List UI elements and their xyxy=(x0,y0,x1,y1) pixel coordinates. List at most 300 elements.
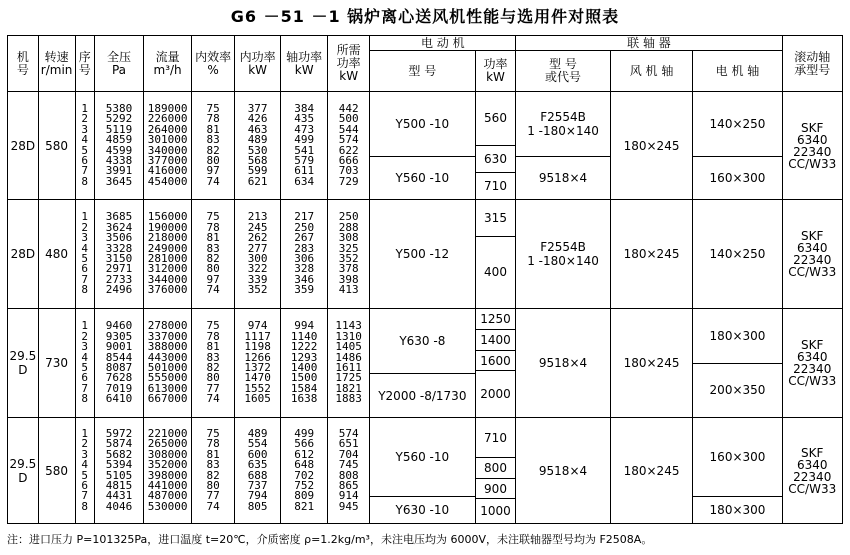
bearing xyxy=(782,418,843,524)
motor-model xyxy=(370,496,474,523)
cell-value: 5292 xyxy=(105,112,133,126)
cell-value: 378 xyxy=(338,262,359,276)
motor-model-cell xyxy=(370,309,475,418)
motor-power xyxy=(476,350,516,371)
bearing-line: CC/W33 xyxy=(788,374,837,388)
header-machine xyxy=(8,36,39,92)
header-speed xyxy=(38,36,75,92)
cell-value: 80 xyxy=(206,153,220,167)
bearing xyxy=(782,200,843,309)
motor-shaft-text-line: 180×300 xyxy=(709,328,766,343)
cell-value: 666 xyxy=(338,153,359,167)
cell-value: 703 xyxy=(338,164,359,178)
cell-value: 288 xyxy=(338,220,359,234)
cell-value: 729 xyxy=(338,174,359,188)
motor-model-stack xyxy=(370,309,474,417)
machine-number-line: 29.5 xyxy=(9,456,37,471)
cell-value: 821 xyxy=(294,499,315,513)
cell-value: 1372 xyxy=(244,361,271,374)
inner-power-list xyxy=(235,212,280,295)
required-power-column xyxy=(328,418,370,524)
table-row xyxy=(8,418,843,524)
shaft-power-list xyxy=(281,101,327,188)
shaft-power-column xyxy=(281,92,328,200)
eff-column xyxy=(192,309,235,418)
machine-number-line: 28D xyxy=(10,138,36,153)
cell-value: 80 xyxy=(206,478,220,492)
coupling-model xyxy=(516,92,609,156)
flow-list xyxy=(144,321,191,404)
header-line: kW xyxy=(248,62,268,77)
inner-power-column xyxy=(235,418,281,524)
cell-value: 322 xyxy=(247,262,268,276)
cell-value: 7019 xyxy=(105,381,133,395)
bearing-line: SKF xyxy=(801,229,824,243)
cell-value: 555000 xyxy=(147,371,188,385)
motor-model-cell xyxy=(370,418,475,524)
header-line: 流量 xyxy=(155,49,180,64)
cell-value: 8087 xyxy=(105,361,133,374)
cell-value: 1 xyxy=(81,319,89,333)
cell-value: 704 xyxy=(338,447,359,461)
motor-power-text-line: 710 xyxy=(484,430,507,445)
cell-value: 83 xyxy=(206,241,220,255)
machine-number xyxy=(8,92,39,200)
header-motor-shaft: 电 机 轴 xyxy=(693,51,782,92)
motor-power-cell xyxy=(475,309,516,418)
bearing xyxy=(782,92,843,200)
motor-power-text-line: 400 xyxy=(484,265,507,280)
cell-value: 221000 xyxy=(147,426,188,440)
motor-model xyxy=(370,373,474,417)
cell-value: 5972 xyxy=(105,426,133,440)
cell-value: 499 xyxy=(294,426,315,440)
coupling-model xyxy=(516,156,609,199)
motor-power-stack xyxy=(476,200,516,308)
required-power-column xyxy=(328,92,370,200)
cell-value: 97 xyxy=(206,272,220,286)
cell-value: 8 xyxy=(81,283,89,297)
pressure-list xyxy=(95,321,143,404)
header-line: 滚动轴 xyxy=(794,49,831,64)
cell-value: 611 xyxy=(294,164,315,178)
motor-shaft-cell xyxy=(693,92,782,200)
bearing-line: 22340 xyxy=(793,144,832,159)
motor-power xyxy=(476,478,516,499)
motor-model-text xyxy=(396,247,450,261)
cell-value: 78 xyxy=(206,437,220,451)
cell-value: 3 xyxy=(81,447,89,461)
cell-value: 308 xyxy=(338,231,359,245)
cell-value: 501000 xyxy=(147,361,188,374)
motor-power xyxy=(476,418,516,457)
cell-value: 1 xyxy=(81,210,89,224)
coupling-model-text-line: F2554B xyxy=(540,109,586,124)
cell-value: 97 xyxy=(206,164,220,178)
coupling-model-text xyxy=(539,464,587,478)
motor-shaft-stack xyxy=(693,200,781,308)
seq-column xyxy=(75,418,94,524)
coupling-model-cell xyxy=(516,418,610,524)
cell-value: 8 xyxy=(81,392,89,406)
header-efficiency xyxy=(192,36,235,92)
required-power-list xyxy=(328,426,369,513)
cell-value: 544 xyxy=(338,122,359,136)
table-row xyxy=(8,200,843,309)
required-power-column xyxy=(328,200,370,309)
motor-power xyxy=(476,498,516,523)
shaft-power-list xyxy=(281,321,327,404)
cell-value: 81 xyxy=(206,340,220,354)
cell-value: 265000 xyxy=(147,437,188,451)
motor-power-text xyxy=(484,211,507,225)
cell-value: 3685 xyxy=(105,210,133,224)
cell-value: 278000 xyxy=(147,319,188,333)
pressure-list xyxy=(95,426,143,513)
required-power-column xyxy=(328,309,370,418)
header-line: 号 xyxy=(16,62,29,77)
motor-power-text xyxy=(480,333,511,347)
inner-power-column xyxy=(235,200,281,309)
motor-model-text-line: Y560 -10 xyxy=(395,450,450,464)
inner-power-column xyxy=(235,309,281,418)
cell-value: 8544 xyxy=(105,350,133,364)
cell-value: 4431 xyxy=(105,489,133,503)
table-row xyxy=(8,309,843,418)
cell-value: 4 xyxy=(81,350,89,364)
cell-value: 489 xyxy=(247,133,268,147)
cell-value: 83 xyxy=(206,458,220,472)
cell-value: 352 xyxy=(247,283,268,297)
cell-value: 8 xyxy=(81,174,89,188)
motor-model xyxy=(370,309,474,373)
cell-value: 81 xyxy=(206,231,220,245)
cell-value: 1500 xyxy=(290,371,318,385)
motor-power-text-line: 560 xyxy=(484,111,507,126)
fan-shaft: 180×245 xyxy=(610,92,693,200)
header-inner-power xyxy=(235,36,281,92)
cell-value: 3991 xyxy=(105,164,133,178)
motor-shaft-text xyxy=(710,329,766,343)
motor-model-stack xyxy=(370,418,474,523)
cell-value: 752 xyxy=(294,478,315,492)
motor-power-cell xyxy=(475,200,516,309)
motor-model-cell xyxy=(370,92,475,200)
cell-value: 81 xyxy=(206,447,220,461)
motor-model xyxy=(370,200,474,308)
coupling-model-cell xyxy=(516,92,610,200)
cell-value: 156000 xyxy=(147,210,188,224)
cell-value: 805 xyxy=(247,499,268,513)
motor-shaft xyxy=(693,418,781,496)
pressure-column xyxy=(94,309,143,418)
cell-value: 794 xyxy=(247,489,268,503)
cell-value: 352000 xyxy=(147,458,188,472)
header-line: 或代号 xyxy=(545,70,582,84)
motor-model-text xyxy=(396,450,450,464)
seq-list xyxy=(76,321,94,404)
cell-value: 574 xyxy=(338,426,359,440)
cell-value: 566 xyxy=(294,437,315,451)
motor-shaft-text-line: 140×250 xyxy=(709,247,766,261)
bearing-line: SKF xyxy=(801,120,824,135)
cell-value: 262 xyxy=(247,231,268,245)
coupling-model xyxy=(516,200,609,308)
motor-model-text xyxy=(378,389,466,403)
motor-power xyxy=(476,236,516,308)
header-line: % xyxy=(207,62,219,77)
header-bearing xyxy=(782,36,843,92)
coupling-model-stack xyxy=(516,309,609,417)
cell-value: 8 xyxy=(81,499,89,513)
motor-shaft-text-line: 200×350 xyxy=(709,383,766,398)
cell-value: 226000 xyxy=(147,112,188,126)
cell-value: 325 xyxy=(338,241,359,255)
cell-value: 74 xyxy=(206,392,220,406)
cell-value: 463 xyxy=(247,122,268,136)
header-pressure xyxy=(94,36,143,92)
speed: 580 xyxy=(38,92,75,200)
motor-power-text-line: 900 xyxy=(484,481,507,496)
machine-number-line: D xyxy=(18,363,28,377)
cell-value: 250 xyxy=(338,210,359,224)
motor-power xyxy=(476,457,516,478)
seq-list xyxy=(76,101,94,188)
machine-number xyxy=(8,349,38,377)
cell-value: 377 xyxy=(247,101,268,115)
machine-number-line: D xyxy=(18,470,28,485)
motor-model xyxy=(370,418,474,496)
flow-list xyxy=(144,212,191,295)
cell-value: 1 xyxy=(81,101,89,115)
flow-column xyxy=(144,309,192,418)
motor-power-text-line: 1600 xyxy=(480,353,511,368)
motor-power-text xyxy=(484,461,507,475)
header-line: m³/h xyxy=(153,62,182,77)
motor-model-text xyxy=(396,117,450,131)
eff-list xyxy=(192,212,234,295)
bearing xyxy=(782,309,843,418)
cell-value: 5 xyxy=(81,252,89,265)
cell-value: 688 xyxy=(247,468,268,482)
bearing-line: 6340 xyxy=(796,350,828,364)
cell-value: 245 xyxy=(247,220,268,234)
motor-shaft xyxy=(693,156,781,199)
cell-value: 77 xyxy=(206,381,220,395)
motor-model-text-line: Y500 -12 xyxy=(395,247,450,261)
cell-value: 249000 xyxy=(147,241,188,255)
header-line: 型 号 xyxy=(549,57,577,71)
motor-power-text xyxy=(484,152,507,166)
motor-model-text-line: Y560 -10 xyxy=(395,170,450,185)
cell-value: 75 xyxy=(206,426,220,440)
motor-power-text xyxy=(484,111,507,125)
cell-value: 809 xyxy=(294,489,315,503)
motor-shaft-stack xyxy=(693,92,781,199)
eff-list xyxy=(192,426,234,513)
machine-number-line: 29.5 xyxy=(9,349,37,363)
cell-value: 82 xyxy=(206,361,220,374)
motor-model-text-line: Y2000 -8/1730 xyxy=(378,388,467,403)
cell-value: 4 xyxy=(81,241,89,255)
cell-value: 7 xyxy=(81,272,89,286)
cell-value: 4338 xyxy=(105,153,133,167)
cell-value: 328 xyxy=(294,262,315,276)
cell-value: 5 xyxy=(81,143,89,157)
inner-power-column xyxy=(235,92,281,200)
cell-value: 1293 xyxy=(290,350,318,364)
eff-column xyxy=(192,92,235,200)
cell-value: 3150 xyxy=(105,252,133,265)
cell-value: 621 xyxy=(247,174,268,188)
cell-value: 500 xyxy=(338,112,359,126)
cell-value: 352 xyxy=(338,252,359,265)
cell-value: 1310 xyxy=(335,329,362,343)
cell-value: 426 xyxy=(247,112,268,126)
cell-value: 3328 xyxy=(105,241,133,255)
cell-value: 487000 xyxy=(147,489,188,503)
cell-value: 283 xyxy=(294,241,315,255)
cell-value: 388000 xyxy=(147,340,188,354)
cell-value: 7 xyxy=(81,381,89,395)
cell-value: 74 xyxy=(206,283,220,297)
bearing xyxy=(783,339,843,387)
motor-power xyxy=(476,309,516,329)
cell-value: 376000 xyxy=(147,283,188,297)
cell-value: 264000 xyxy=(147,122,188,136)
eff-list xyxy=(192,321,234,404)
cell-value: 306 xyxy=(294,252,315,265)
shaft-power-column xyxy=(281,200,328,309)
machine-number xyxy=(8,309,39,418)
cell-value: 541 xyxy=(294,143,315,157)
cell-value: 441000 xyxy=(147,478,188,492)
header-fan-shaft: 风 机 轴 xyxy=(610,51,693,92)
cell-value: 1400 xyxy=(290,361,318,374)
motor-power-text xyxy=(484,482,507,496)
coupling-model-stack xyxy=(516,418,609,523)
cell-value: 5105 xyxy=(105,468,133,482)
cell-value: 2733 xyxy=(105,272,133,286)
motor-shaft-cell xyxy=(693,200,782,309)
speed: 580 xyxy=(38,418,75,524)
motor-power xyxy=(476,145,516,172)
header-motor-group: 电 动 机 xyxy=(370,36,516,51)
motor-shaft-text-line: 160×300 xyxy=(709,170,766,185)
cell-value: 4599 xyxy=(105,143,133,157)
coupling-model-text-line: 9518×4 xyxy=(538,356,588,370)
motor-shaft xyxy=(693,496,781,523)
fan-shaft: 180×245 xyxy=(610,200,693,309)
cell-value: 9305 xyxy=(105,329,133,343)
cell-value: 1470 xyxy=(244,371,271,385)
cell-value: 74 xyxy=(206,499,220,513)
motor-power-text-line: 800 xyxy=(484,461,507,476)
header-line: 功率 xyxy=(336,56,361,70)
motor-power-text xyxy=(480,312,511,326)
cell-value: 75 xyxy=(206,210,220,224)
cell-value: 1198 xyxy=(244,340,271,354)
motor-model-text-line: Y630 -10 xyxy=(395,503,450,517)
cell-value: 83 xyxy=(206,133,220,147)
coupling-model-text xyxy=(527,240,599,268)
cell-value: 83 xyxy=(206,350,220,364)
motor-model-text xyxy=(396,171,450,185)
cell-value: 2 xyxy=(81,220,89,234)
motor-power-cell xyxy=(475,92,516,200)
header-line: 轴功率 xyxy=(286,49,323,64)
cell-value: 613000 xyxy=(147,381,188,395)
cell-value: 2496 xyxy=(105,283,133,297)
cell-value: 78 xyxy=(206,220,220,234)
cell-value: 443000 xyxy=(147,350,188,364)
motor-power xyxy=(476,329,516,350)
motor-power-cell xyxy=(475,418,516,524)
bearing-line: SKF xyxy=(801,445,824,460)
footnote: 注：进口压力 P=101325Pa，进口温度 t=20℃，介质密度 ρ=1.2kg/m³，未注电压均为 6000V，未注联轴器型号均为 F2508A。 xyxy=(7,533,653,546)
header-line: 内功率 xyxy=(239,49,276,64)
header-line: 功率 xyxy=(483,57,508,71)
bearing-line: 22340 xyxy=(793,253,832,267)
cell-value: 82 xyxy=(206,252,220,265)
motor-power-text-line: 1250 xyxy=(480,311,511,326)
cell-value: 6 xyxy=(81,262,89,276)
cell-value: 340000 xyxy=(147,143,188,157)
cell-value: 1117 xyxy=(244,329,271,343)
cell-value: 3 xyxy=(81,340,89,354)
cell-value: 189000 xyxy=(147,101,188,115)
cell-value: 442 xyxy=(338,101,359,115)
bearing xyxy=(783,230,843,278)
bearing-line: SKF xyxy=(801,338,824,352)
seq-column xyxy=(75,200,94,309)
shaft-power-column xyxy=(281,418,328,524)
cell-value: 865 xyxy=(338,478,359,492)
motor-shaft-text xyxy=(710,450,766,464)
cell-value: 9460 xyxy=(105,319,133,333)
cell-value: 945 xyxy=(338,499,359,513)
cell-value: 5394 xyxy=(105,458,133,472)
shaft-power-list xyxy=(281,212,327,295)
header-line: 承型号 xyxy=(794,62,831,77)
motor-model-stack xyxy=(370,200,474,308)
cell-value: 648 xyxy=(294,458,315,472)
motor-shaft xyxy=(693,200,781,308)
bearing-line: CC/W33 xyxy=(788,481,837,496)
cell-value: 568 xyxy=(247,153,268,167)
header-shaft-power xyxy=(281,36,328,92)
motor-model xyxy=(370,92,474,156)
cell-value: 1140 xyxy=(290,329,318,343)
cell-value: 994 xyxy=(294,319,315,333)
machine-number xyxy=(8,200,39,309)
motor-model-text-line: Y630 -8 xyxy=(399,334,446,349)
cell-value: 1883 xyxy=(335,392,362,406)
cell-value: 2 xyxy=(81,437,89,451)
motor-power-text-line: 1000 xyxy=(480,504,511,519)
header-line: 号 xyxy=(78,62,91,77)
cell-value: 416000 xyxy=(147,164,188,178)
performance-table xyxy=(7,35,843,524)
cell-value: 5 xyxy=(81,468,89,482)
cell-value: 190000 xyxy=(147,220,188,234)
motor-power-text xyxy=(480,354,511,368)
bearing xyxy=(783,447,843,495)
shaft-power-column xyxy=(281,309,328,418)
cell-value: 4815 xyxy=(105,478,133,492)
header-line: 所需 xyxy=(336,43,361,57)
motor-shaft xyxy=(693,309,781,363)
